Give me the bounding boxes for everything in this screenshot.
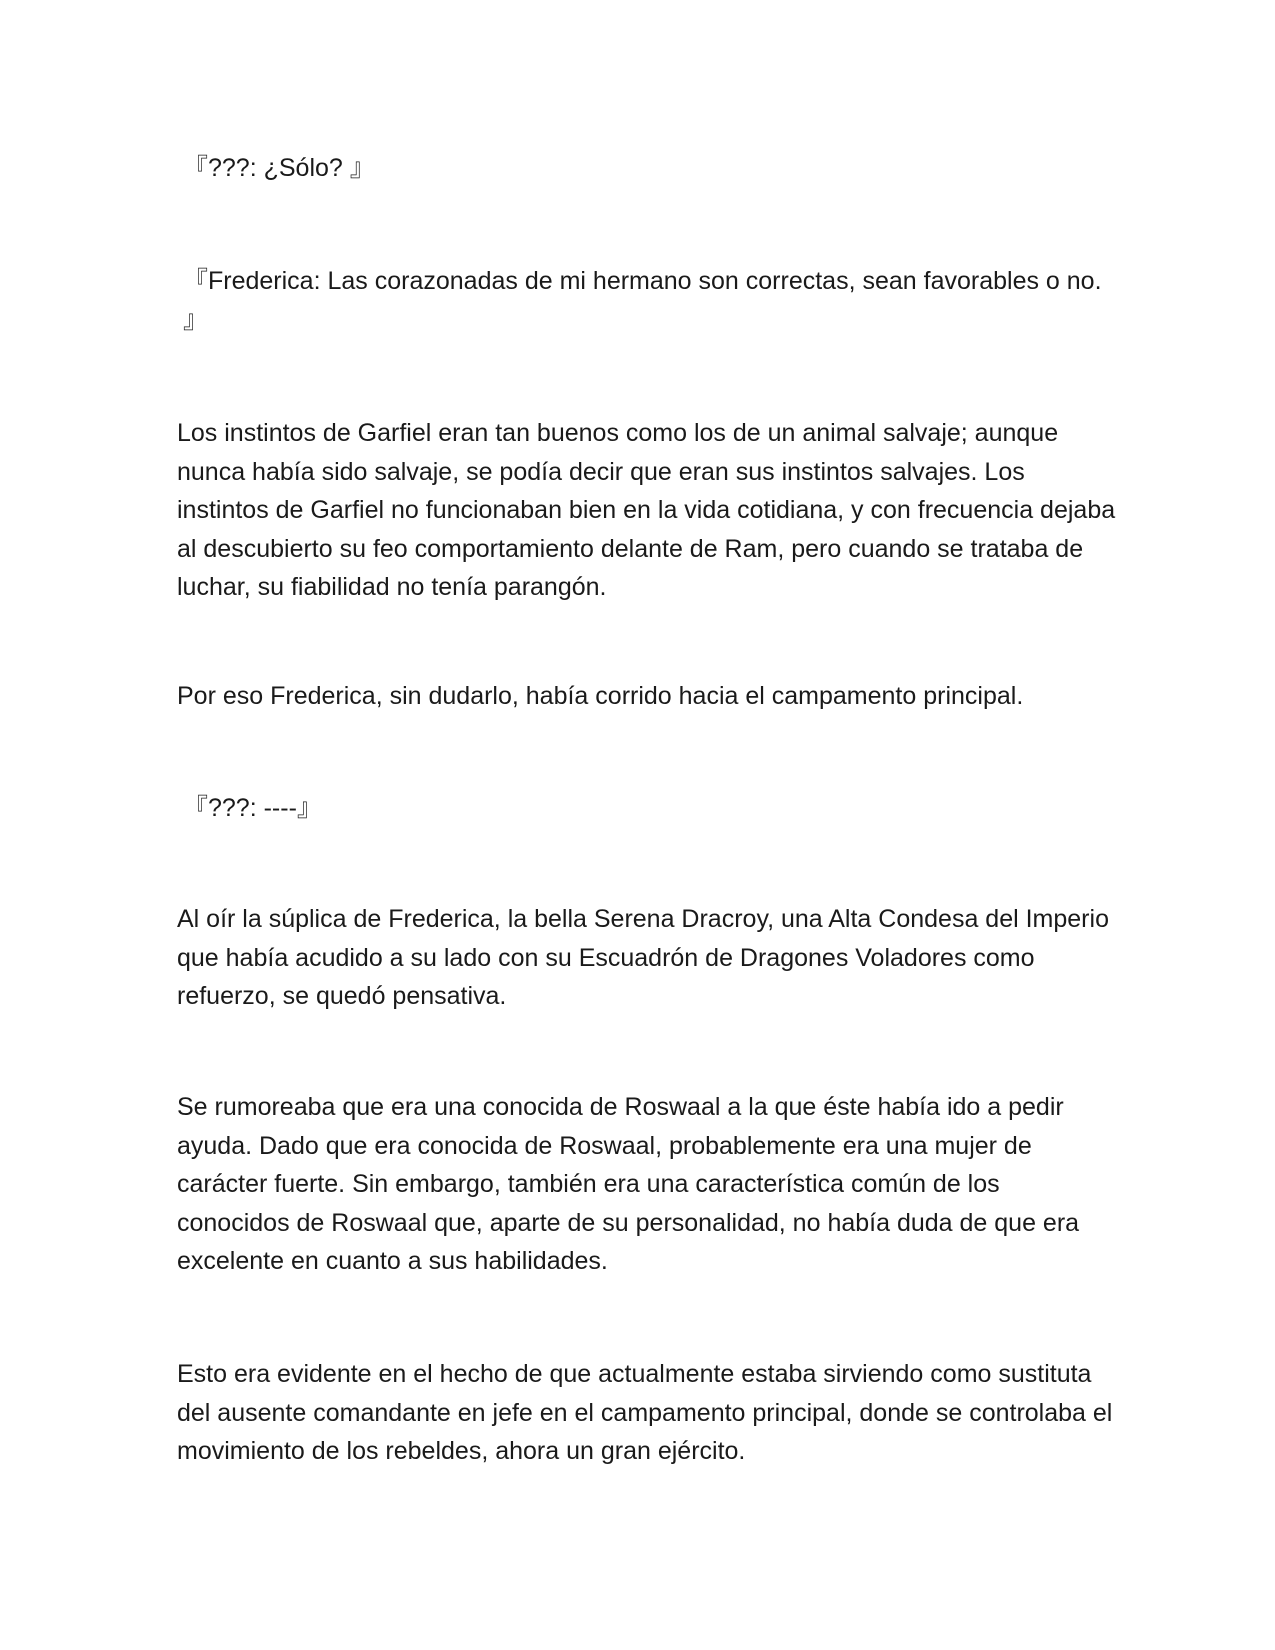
paragraph-garfiel-instincts: Los instintos de Garfiel eran tan buenos como los de un animal salvaje; aunque nunca había sido salvaje, se podía decir que eran sus instintos salvajes. Los instintos de Garfiel no funcionaban bien en la vida cotidiana, y con frecuencia dejaba al descubierto su feo comportamiento delante de Ram, pero cuando se trataba de luchar, su fiabilidad no tenía parangón.	[177, 419, 1116, 601]
dialogue-line-unknown-1: 『???: ¿Sólo? 』	[183, 154, 375, 182]
paragraph-roswaal-acquaintance: Se rumoreaba que era una conocida de Roswaal a la que éste había ido a pedir ayuda. Dado que era conocida de Roswaal, probablemente era una mujer de carácter fuerte. Sin embargo, también era una característica común de los conocidos de Roswaal que, aparte de su personalidad, no había duda de que era excelente en cuanto a sus habilidades.	[177, 1093, 1080, 1275]
dialogue-line-unknown-2: 『???: ----』	[183, 794, 322, 822]
paragraph-serena-dracroy: Al oír la súplica de Frederica, la bella Serena Dracroy, una Alta Condesa del Imperio que había acudido a su lado con su Escuadrón de Dragones Voladores como refuerzo, se quedó pensativa.	[177, 905, 1109, 1010]
paragraph-frederica-ran: Por eso Frederica, sin dudarlo, había corrido hacia el campamento principal.	[177, 682, 1024, 710]
paragraph-commander-substitute: Esto era evidente en el hecho de que actualmente estaba sirviendo como sustituta del ausente comandante en jefe en el campamento principal, donde se controlaba el movimiento de los rebeldes, ahora un gran ejército.	[177, 1360, 1113, 1465]
dialogue-line-frederica: 『Frederica: Las corazonadas de mi hermano son correctas, sean favorables o no. 』	[183, 267, 1102, 334]
